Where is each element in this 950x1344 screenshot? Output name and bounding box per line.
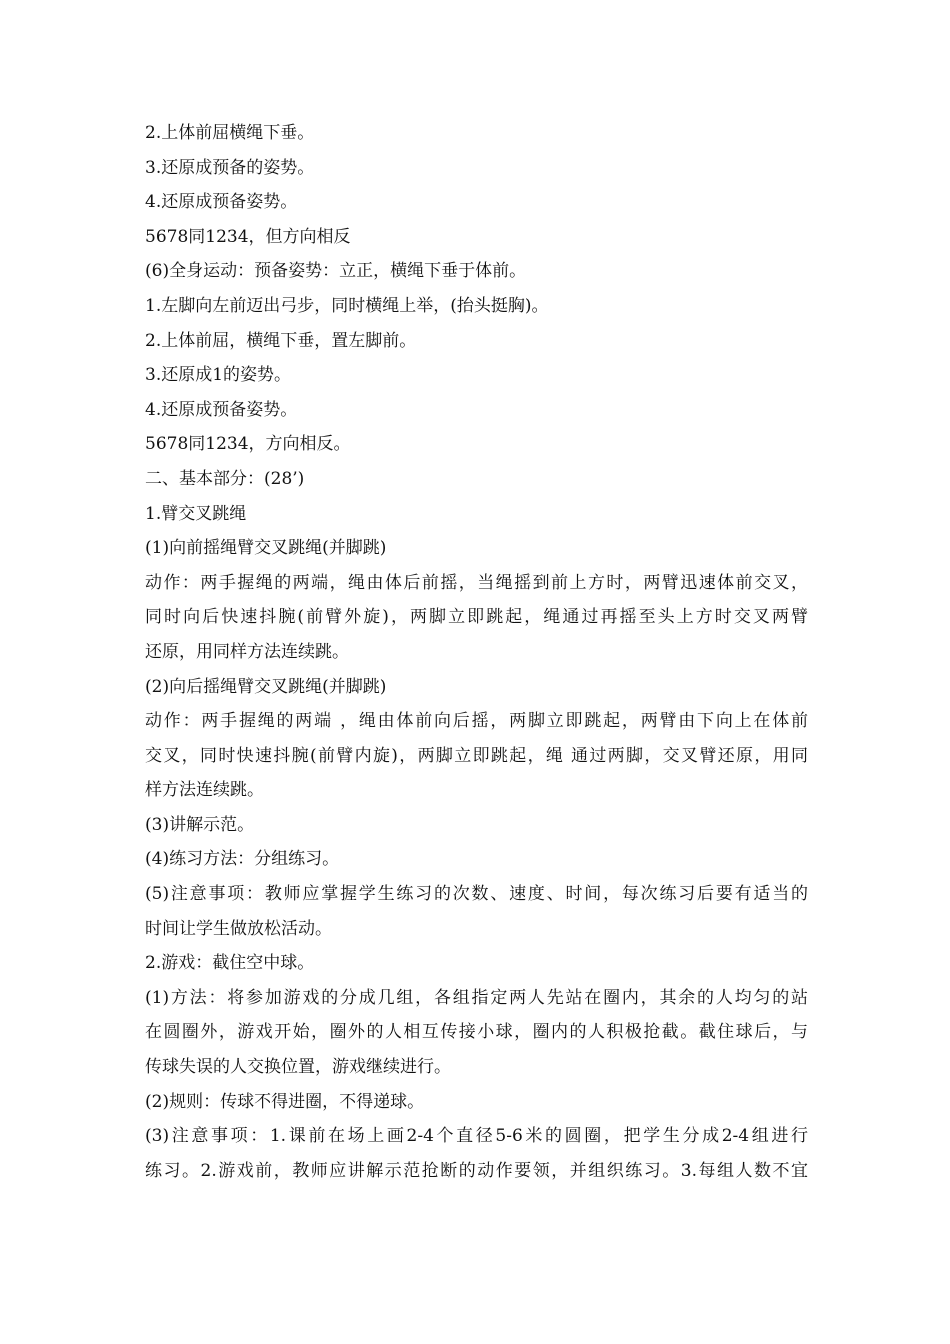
subsection-heading: 2.游戏：截住空中球。 [145, 953, 315, 974]
text-line: 4.还原成预备姿势。 [145, 399, 298, 420]
text-line: 1.左脚向左前迈出弓步，同时横绳上举，(抬头挺胸)。 [145, 295, 549, 316]
text-line: 3.还原成预备的姿势。 [145, 157, 315, 178]
text-line: 5678同1234，方向相反。 [145, 434, 351, 455]
text-line: 2.上体前屈，横绳下垂，置左脚前。 [145, 330, 417, 351]
document-body [145, 116, 808, 1188]
text-line: 3.还原成1的姿势。 [145, 365, 292, 386]
section-heading: 二、基本部分：(28’) [145, 468, 305, 489]
text-line: 传球失误的人交换位置，游戏继续进行。 [145, 1057, 451, 1078]
text-line: 4.还原成预备姿势。 [145, 192, 298, 213]
text-line: 5678同1234，但方向相反 [145, 226, 351, 247]
text-line: 2.上体前屈横绳下垂。 [145, 123, 315, 143]
text-line: (2)向后摇绳臂交叉跳绳(并脚跳) [145, 676, 387, 697]
text-line: 同时向后快速抖腕(前臂外旋)，两脚立即跳起，绳通过再摇至头上方时交叉两臂 [145, 607, 808, 628]
text-line: 动作：两手握绳的两端，绳由体后前摇，当绳摇到前上方时，两臂迅速体前交叉， [145, 572, 808, 593]
text-line: (6)全身运动：预备姿势：立正，横绳下垂于体前。 [145, 261, 527, 282]
text-line: 动作：两手握绳的两端 ，绳由体前向后摇，两脚立即跳起，两臂由下向上在体前 [145, 711, 808, 732]
text-line: (5)注意事项：教师应掌握学生练习的次数、速度、时间，每次练习后要有适当的 [145, 884, 808, 905]
text-line: 在圆圈外，游戏开始，圈外的人相互传接小球，圈内的人积极抢截。截住球后，与 [145, 1022, 808, 1043]
text-line: 样方法连续跳。 [145, 780, 264, 801]
text-line: (1)方法：将参加游戏的分成几组，各组指定两人先站在圈内，其余的人均匀的站 [145, 987, 808, 1008]
text-line: (2)规则：传球不得进圈，不得递球。 [145, 1091, 425, 1112]
text-line: (1)向前摇绳臂交叉跳绳(并脚跳) [145, 538, 387, 559]
text-line: 交叉，同时快速抖腕(前臂内旋)，两脚立即跳起，绳 通过两脚，交叉臂还原，用同 [145, 745, 808, 766]
text-line: 还原，用同样方法连续跳。 [145, 641, 349, 662]
text-line: (3)注意事项：1.课前在场上画2-4个直径5-6米的圆圈，把学生分成2-4组进行 [145, 1126, 808, 1147]
text-line: 时间让学生做放松活动。 [145, 918, 332, 939]
subsection-heading: 1.臂交叉跳绳 [145, 503, 247, 524]
text-line: (3)讲解示范。 [145, 814, 255, 835]
text-line: 练习。2.游戏前，教师应讲解示范抢断的动作要领，并组织练习。3.每组人数不宜 [145, 1160, 808, 1181]
text-line: (4)练习方法：分组练习。 [145, 849, 340, 870]
